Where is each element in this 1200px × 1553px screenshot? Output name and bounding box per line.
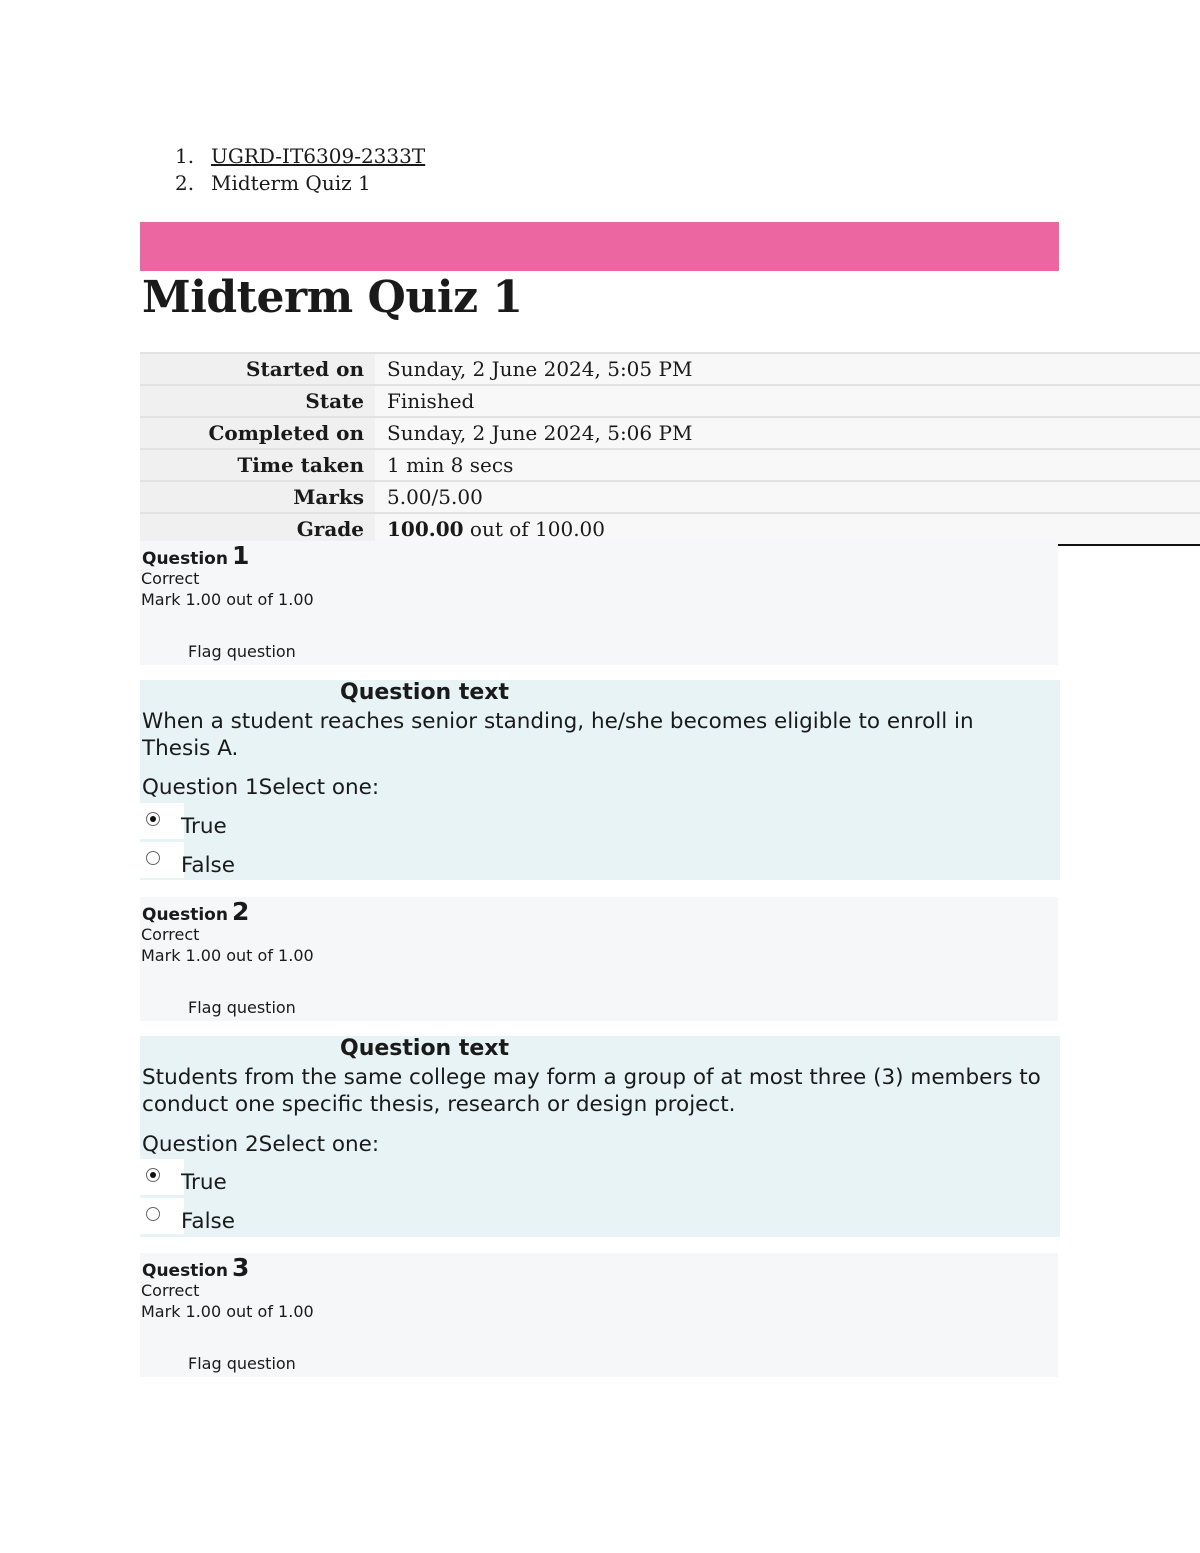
flag-question-button[interactable]: Flag question bbox=[188, 642, 296, 661]
answer-option-false[interactable] bbox=[140, 1198, 184, 1234]
grade-out-of: out of 100.00 bbox=[463, 517, 606, 541]
summary-value: Finished bbox=[375, 385, 1200, 417]
answer-option-true[interactable] bbox=[140, 803, 184, 839]
answer-option-label[interactable]: True bbox=[181, 814, 227, 839]
summary-row bbox=[140, 449, 1200, 481]
summary-value: 5.00/5.00 bbox=[375, 481, 1200, 513]
question-number-value: 2 bbox=[231, 897, 250, 926]
answer-option-label[interactable]: False bbox=[181, 853, 235, 878]
summary-label: Started on bbox=[140, 353, 375, 385]
answer-option-true[interactable] bbox=[140, 1159, 184, 1195]
summary-label: Completed on bbox=[140, 417, 375, 449]
summary-row bbox=[140, 385, 1200, 417]
grade-value: 100.00 bbox=[387, 517, 464, 541]
question-text: Students from the same college may form a group of at most three (3) members to conduct one specific thesis, research or design project. bbox=[142, 1065, 1041, 1117]
summary-label: State bbox=[140, 385, 375, 417]
summary-label: Time taken bbox=[140, 449, 375, 481]
summary-row bbox=[140, 417, 1200, 449]
question-mark: Mark 1.00 out of 1.00 bbox=[141, 590, 314, 609]
flag-question-button[interactable]: Flag question bbox=[188, 998, 296, 1017]
breadcrumb-course-link[interactable]: UGRD-IT6309-2333T bbox=[211, 144, 426, 168]
breadcrumb-current: Midterm Quiz 1 bbox=[211, 171, 371, 195]
question-mark: Mark 1.00 out of 1.00 bbox=[141, 946, 314, 965]
question-content bbox=[140, 680, 1060, 880]
answer-option-false[interactable] bbox=[140, 842, 184, 878]
summary-label: Grade bbox=[140, 513, 375, 545]
question-info bbox=[140, 897, 1058, 1021]
answer-option-label[interactable]: True bbox=[181, 1170, 227, 1195]
question-label: Question bbox=[142, 905, 228, 925]
question-info bbox=[140, 1253, 1058, 1377]
breadcrumb-number: 2. bbox=[175, 171, 195, 195]
radio-checked-icon[interactable] bbox=[146, 812, 160, 826]
page-title: Midterm Quiz 1 bbox=[142, 272, 523, 323]
summary-value: Sunday, 2 June 2024, 5:06 PM bbox=[375, 417, 1200, 449]
summary-value: Sunday, 2 June 2024, 5:05 PM bbox=[375, 353, 1200, 385]
question-state: Correct bbox=[141, 925, 200, 944]
radio-unchecked-icon[interactable] bbox=[146, 1207, 160, 1221]
breadcrumb-number: 1. bbox=[175, 144, 195, 168]
answer-option-label[interactable]: False bbox=[181, 1209, 235, 1234]
question-state: Correct bbox=[141, 1281, 200, 1300]
question-number bbox=[142, 897, 249, 926]
summary-row bbox=[140, 481, 1200, 513]
summary-value: 1 min 8 secs bbox=[375, 449, 1200, 481]
question-state: Correct bbox=[141, 569, 200, 588]
question-text: When a student reaches senior standing, he/she becomes eligible to enroll in Thesis A. bbox=[142, 709, 974, 761]
summary-label: Marks bbox=[140, 481, 375, 513]
radio-checked-icon[interactable] bbox=[146, 1168, 160, 1182]
question-number bbox=[142, 541, 249, 570]
question-prompt: Question 2Select one: bbox=[142, 1132, 380, 1157]
question-mark: Mark 1.00 out of 1.00 bbox=[141, 1302, 314, 1321]
breadcrumb bbox=[175, 143, 425, 197]
question-label: Question bbox=[142, 549, 228, 569]
attempt-summary-table bbox=[140, 352, 1200, 546]
flag-question-button[interactable]: Flag question bbox=[188, 1354, 296, 1373]
summary-row bbox=[140, 353, 1200, 385]
question-label: Question bbox=[142, 1261, 228, 1281]
question-text-heading: Question text bbox=[340, 1036, 510, 1061]
question-number bbox=[142, 1253, 249, 1282]
breadcrumb-item[interactable] bbox=[175, 143, 425, 170]
question-text-heading: Question text bbox=[340, 680, 510, 705]
breadcrumb-item bbox=[175, 170, 425, 197]
radio-unchecked-icon[interactable] bbox=[146, 851, 160, 865]
question-number-value: 3 bbox=[231, 1253, 250, 1282]
page-header-banner bbox=[140, 222, 1059, 271]
question-content bbox=[140, 1036, 1060, 1237]
question-prompt: Question 1Select one: bbox=[142, 775, 380, 800]
question-info bbox=[140, 541, 1058, 665]
question-number-value: 1 bbox=[231, 541, 250, 570]
